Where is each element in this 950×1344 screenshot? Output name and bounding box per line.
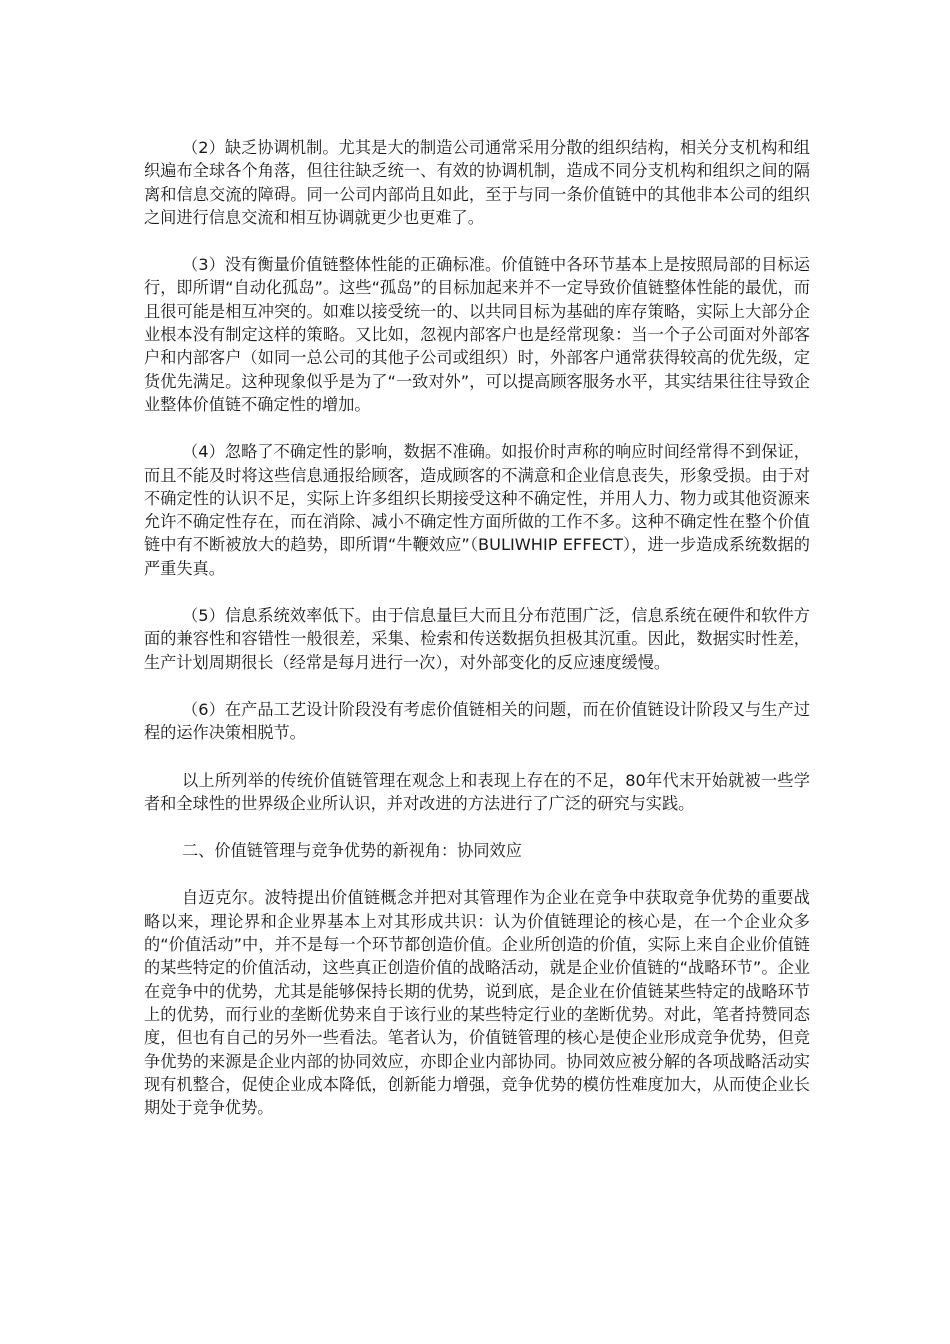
paragraph-no-performance-standard: （3）没有衡量价值链整体性能的正确标准。价值链中各环节基本上是按照局部的目标运行，即所谓“自动化孤岛”。这些“孤岛”的目标加起来并不一定导致价值链整体性能的最优，而且很可能是相互冲突的。如难以接受统一的、以共同目标为基础的库存策略，实际上大部分企业根本没有制定这样的策略。又比如，忽视内部客户也是经常现象：当一个子公司面对外部客户和内部客户（如同一总公司的其他子公司或组织）时，外部客户通常获得较高的优先级，定货优先满足。这种现象似乎是为了“一致对外”，可以提高顾客服务水平，其实结果往往导致企业整体价值链不确定性的增加。 (144, 255, 810, 414)
paragraph-synergy: 自迈克尔。波特提出价值链概念并把对其管理作为企业在竞争中获取竞争优势的重要战略以来，理论界和企业界基本上对其形成共识：认为价值链理论的核心是，在一个企业众多的“价值活动”中，并不是每一个环节都创造价值。企业所创造的价值，实际上来自企业价值链的某些特定的价值活动，这些真正创造价值的战略活动，就是企业价值链的“战略环节”。企业在竞争中的优势，尤其是能够保持长期的优势，说到底，是企业在价值链某些特定的战略环节上的优势，而行业的垄断优势来自于该行业的某些特定行业的垄断优势。对此，笔者持赞同态度，但也有自己的另外一些看法。笔者认为，价值链管理的核心是使企业形成竞争优势，但竞争优势的来源是企业内部的协同效应，亦即企业内部协同。协同效应被分解的各项战略活动实现有机整合，促使企业成本降低，创新能力增强，竞争优势的模仿性难度加大，从而使企业长期处于竞争优势。 (144, 888, 810, 1118)
paragraph-summary: 以上所列举的传统价值链管理在观念上和表现上存在的不足，80年代末开始就被一些学者和全球性的世界级企业所认识，并对改进的方法进行了广泛的研究与实践。 (144, 770, 810, 813)
paragraph-information-system: （5）信息系统效率低下。由于信息量巨大而且分布范围广泛，信息系统在硬件和软件方面的兼容性和容错性一般很差，采集、检索和传送数据负担极其沉重。因此，数据实时性差，生产计划周期很长（经常是每月进行一次），对外部变化的反应速度缓慢。 (144, 606, 810, 672)
paragraph-uncertainty: （4）忽略了不确定性的影响，数据不准确。如报价时声称的响应时间经常得不到保证，而且不能及时将这些信息通报给顾客，造成顾客的不满意和企业信息丧失，形象受损。由于对不确定性的认识不足，实际上许多组织长期接受这种不确定性，并用人力、物力或其他资源来允许不确定性存在，而在消除、减小不确定性方面所做的工作不多。这种不确定性在整个价值链中有不断被放大的趋势，即所谓“牛鞭效应”（BULIWHIP EFFECT），进一步造成系统数据的严重失真。 (144, 442, 810, 578)
document-page (144, 136, 810, 1143)
paragraph-lack-coordination: （2）缺乏协调机制。尤其是大的制造公司通常采用分散的组织结构，相关分支机构和组织遍布全球各个角落，但往往缺乏统一、有效的协调机制，造成不同分支机构和组织之间的隔离和信息交流的障碍。同一公司内部尚且如此，至于与同一条价值链中的其他非本公司的组织之间进行信息交流和相互协调就更少也更难了。 (144, 138, 810, 227)
paragraph-product-design: （6）在产品工艺设计阶段没有考虑价值链相关的问题，而在价值链设计阶段又与生产过程的运作决策相脱节。 (144, 699, 810, 743)
section-heading: 二、价值链管理与竞争优势的新视角：协同效应 (182, 841, 522, 861)
